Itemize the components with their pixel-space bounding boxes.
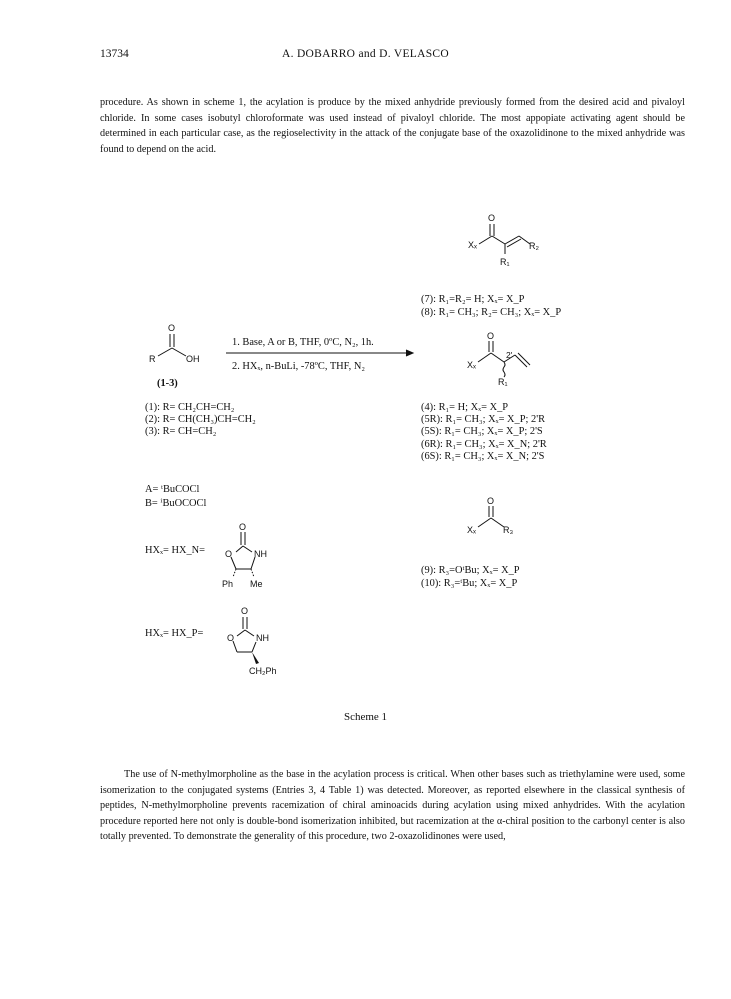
product-line: (5R): R₁= CH₃; Xₓ= X_P; 2'R xyxy=(421,414,546,425)
atom-r2: R₂ xyxy=(529,241,539,251)
product-line: (4): R₁= H; Xₓ= X_P xyxy=(421,402,509,413)
auxiliary-xp-label: HXₓ= HX_P= xyxy=(145,628,204,639)
atom-nh: NH xyxy=(256,633,269,643)
atom-o: O xyxy=(487,496,495,506)
acid-line: (1): R= CH₂CH=CH₂ xyxy=(145,402,235,413)
atom-two-prime: 2' xyxy=(506,350,513,360)
product-line: (6R): R₁= CH₃; Xₓ= X_N; 2'R xyxy=(421,439,547,450)
auxiliary-xn-label: HXₓ= HX_N= xyxy=(145,545,206,556)
product-line: (10): R₃=ᵗBu; Xₓ= X_P xyxy=(421,578,518,589)
atom-ch2ph: CH₂Ph xyxy=(249,666,277,676)
product-line: (7): R₁=R₂= H; Xₓ= X_P xyxy=(421,294,525,305)
atom-xx: Xₓ xyxy=(467,525,476,535)
body-paragraph-2: The use of N-methylmorpholine as the base in the acylation process is critical. When other bases such as triethylamine were used, some isomerization to the conjugated systems (Entries 3, 4 Table 1) was detected. Moreover, as reported elsewhere in the classical synthesis of peptides, N-methylmorpholine prevents racemization of chiral aminoacids during acylation using mixed anhydrides. With the acylation procedure reported here not only is double-bond isomerization inhibited, but racemization at the α-chiral position to the carbonyl center is also totally prevented. To demonstrate the generality of this procedure, two 2-oxazolidinones were used, xyxy=(100,769,685,843)
reagent-b: B= ⁱBuOCOCl xyxy=(145,498,207,509)
atom-o: O xyxy=(227,633,235,643)
atom-nh: NH xyxy=(254,549,267,559)
atom-r3: R₃ xyxy=(503,525,514,535)
product-line: (5S): R₁= CH₃; Xₓ= X_P; 2'S xyxy=(421,426,543,437)
scheme-caption: Scheme 1 xyxy=(343,711,388,723)
product-line: (6S): R₁= CH₃; Xₓ= X_N; 2'S xyxy=(421,451,545,462)
atom-o: O xyxy=(241,606,249,616)
body-paragraph-1: procedure. As shown in scheme 1, the acylation is produce by the mixed anhydride previously formed from the desired acid and pivaloyl chloride. In some cases isobutyl chloroformate was used instead of pivaloyl chloride. The most appopiate activating agent should be determined in each particular case, as the regioselectivity in the attack of the conjugate base of the oxazolidinone to the mixed anhydride was found to depend on the acid. xyxy=(100,97,685,155)
start-label: (1-3) xyxy=(157,378,178,389)
atom-ph: Ph xyxy=(222,579,234,589)
atom-r1: R₁ xyxy=(500,257,510,267)
page-number: 13734 xyxy=(100,48,129,60)
atom-xx: Xₓ xyxy=(468,240,477,250)
atom-o: O xyxy=(488,213,496,223)
acid-line: (2): R= CH(CH₃)CH=CH₂ xyxy=(145,414,256,425)
atom-me: Me xyxy=(250,579,263,589)
atom-o: O xyxy=(168,323,176,333)
atom-o: O xyxy=(487,331,495,341)
reaction-step-1: 1. Base, A or B, THF, 0ºC, N₂, 1h. xyxy=(232,337,374,348)
running-head: A. DOBARRO and D. VELASCO xyxy=(281,48,450,60)
product-line: (9): R₃=OᵗBu; Xₓ= X_P xyxy=(421,565,520,576)
atom-oh: OH xyxy=(186,354,200,364)
reagent-a: A= ᵗBuCOCl xyxy=(145,484,200,495)
acid-line: (3): R= CH=CH₂ xyxy=(145,426,217,437)
atom-r1: R₁ xyxy=(498,377,508,387)
atom-xx: Xₓ xyxy=(467,360,476,370)
reaction-step-2: 2. HXₓ, n-BuLi, -78ºC, THF, N₂ xyxy=(232,361,365,372)
product-line: (8): R₁= CH₃; R₂= CH₃; Xₓ= X_P xyxy=(421,307,562,318)
atom-o: O xyxy=(239,522,247,532)
atom-o: O xyxy=(225,549,233,559)
atom-r: R xyxy=(149,354,156,364)
